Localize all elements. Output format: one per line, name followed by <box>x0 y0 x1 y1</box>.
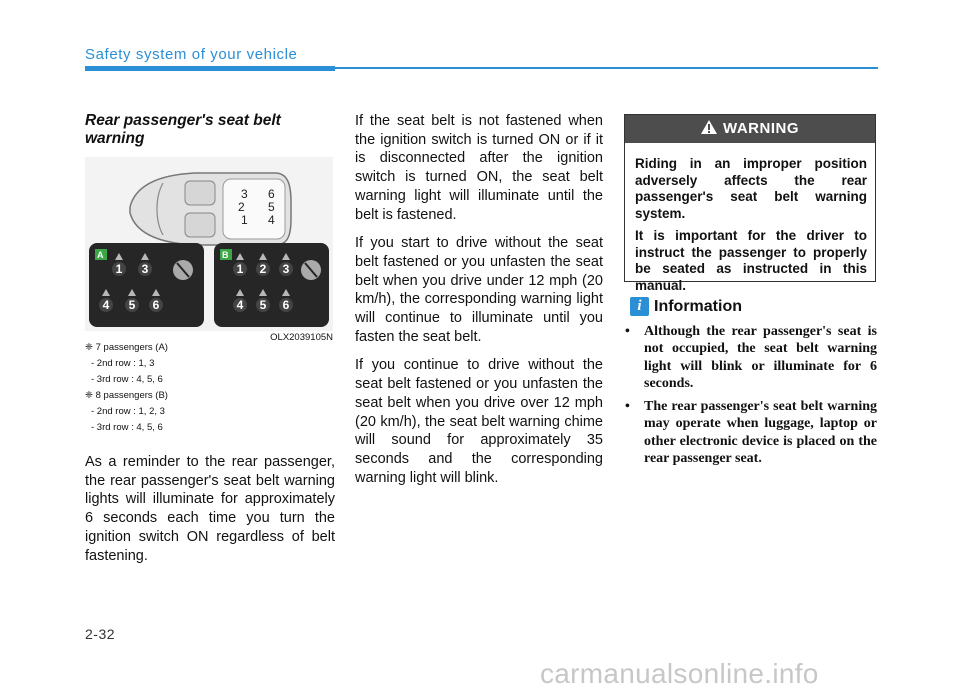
panel-b <box>214 243 329 327</box>
panel-b-seat-3: 3 <box>282 262 290 276</box>
passenger-notes <box>85 340 335 436</box>
panel-b-seat-2: 2 <box>259 262 267 276</box>
figure-code: OLX2039105N <box>270 332 333 343</box>
info-icon: i <box>630 297 649 316</box>
car-seat-1: 1 <box>241 213 248 227</box>
note-a-title: ❈ 7 passengers (A) <box>85 342 168 353</box>
note-symbol: ❈ <box>85 342 93 353</box>
seat-belt-icon <box>173 260 193 280</box>
body-paragraph-1: As a reminder to the rear passenger, the rear passenger's seat belt warning lights will illuminate for approximately 6 seconds each time you turn the ignition switch ON regardless of belt fastening. <box>85 454 335 564</box>
section-title: Rear passenger's seat belt warning <box>85 112 281 147</box>
car-seat-6: 6 <box>268 187 275 201</box>
note-b-title: ❈ 8 passengers (B) <box>85 390 168 401</box>
panel-a-seat-6: 6 <box>152 298 160 312</box>
warning-text-2: It is important for the driver to instruct the passenger to properly be seated as instructed in this manual. <box>635 228 867 293</box>
info-list <box>625 323 877 473</box>
panel-b-label: B <box>222 250 229 260</box>
car-seat-2: 2 <box>238 200 245 214</box>
page-number: 2-32 <box>85 626 116 642</box>
seat-belt-icon <box>301 260 321 280</box>
car-top-view <box>130 173 291 245</box>
panel-a-label: A <box>97 250 104 260</box>
watermark: carmanualsonline.info <box>540 658 819 689</box>
bullet-icon: • <box>625 399 630 415</box>
note-b-row3: - 3rd row : 4, 5, 6 <box>91 422 163 433</box>
note-a-row2: - 2nd row : 1, 3 <box>91 358 155 369</box>
section-header: Safety system of your vehicle <box>85 46 298 63</box>
car-seat-3: 3 <box>241 187 248 201</box>
warning-triangle-icon <box>701 120 717 134</box>
note-b-row2: - 2nd row : 1, 2, 3 <box>91 406 165 417</box>
warning-label: WARNING <box>723 120 799 137</box>
panel-b-seat-4: 4 <box>236 298 244 312</box>
seat-belt-figure <box>85 157 333 331</box>
warning-box <box>624 114 876 293</box>
warning-text-1: Riding in an improper position adversely affects the rear passenger's seat belt warning system. <box>635 156 867 221</box>
panel-a-seat-5: 5 <box>128 298 136 312</box>
info-title: Information <box>654 298 742 315</box>
warning-header <box>625 115 875 143</box>
panel-a <box>89 243 204 327</box>
panel-b-seat-1: 1 <box>236 262 244 276</box>
panel-a-seat-3: 3 <box>141 262 149 276</box>
body-paragraph-4: If you continue to drive without the seat belt fastened or you unfasten the seat belt when you drive over 12 mph (20 km/h), the seat belt warning chime will sound for approximately 35 seconds and the corresponding warning light will blink. <box>355 357 603 486</box>
seat-belt-diagram <box>85 157 333 331</box>
bullet-icon: • <box>625 324 630 339</box>
note-symbol: ❈ <box>85 390 93 401</box>
info-item: • The rear passenger's seat belt warning may operate when luggage, laptop or other electronic device is placed on the rear passenger seat. <box>625 399 877 467</box>
panel-b-seat-5: 5 <box>259 298 267 312</box>
info-item: • Although the rear passenger's seat is not occupied, the seat belt warning light will blink or illuminate for 6 seconds. <box>625 324 877 391</box>
note-a-row3: - 3rd row : 4, 5, 6 <box>91 374 163 385</box>
panel-b-seat-6: 6 <box>282 298 290 312</box>
body-paragraph-2: If the seat belt is not fastened when the ignition switch is turned ON or if it is disconnected after the ignition switch is turned ON, the seat belt warning light will illuminate until the belt is fastened. <box>355 113 603 223</box>
body-column-2 <box>355 112 603 497</box>
car-seat-4: 4 <box>268 213 275 227</box>
header-rule-accent <box>85 66 335 71</box>
car-seat-5: 5 <box>268 200 275 214</box>
warning-body <box>635 156 867 300</box>
panel-a-seat-4: 4 <box>102 298 110 312</box>
panel-a-seat-1: 1 <box>115 262 123 276</box>
body-paragraph-3: If you start to drive without the seat belt fastened or you unfasten the seat belt when you drive under 12 mph (20 km/h), the corresponding warning light will continue to illuminate until you fasten the seat belt. <box>355 235 603 345</box>
